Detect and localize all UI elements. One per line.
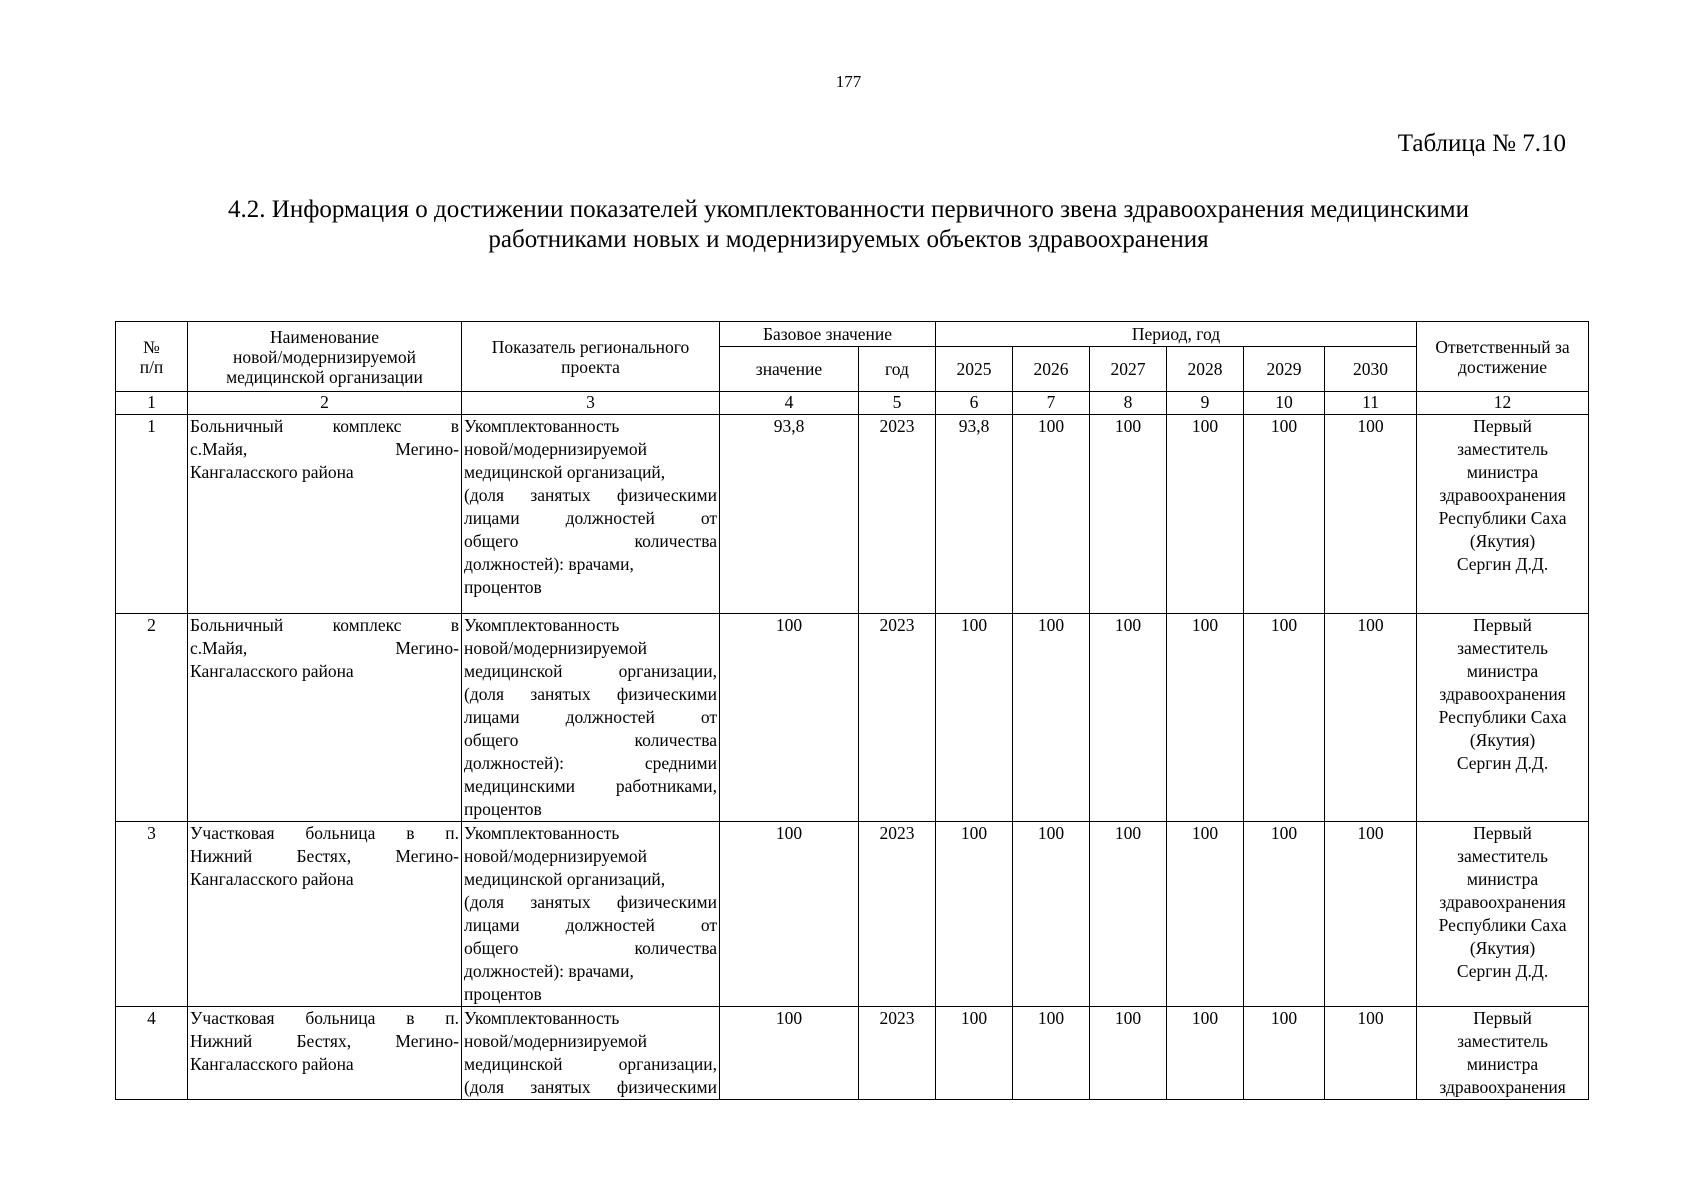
header-num: № п/п bbox=[116, 322, 188, 392]
column-number: 12 bbox=[1417, 392, 1589, 415]
base-value: 100 bbox=[720, 822, 859, 1007]
title-line-1: 4.2. Информация о достижении показателей укомплектованности первичного звена здравоохранения медицинскими bbox=[228, 196, 1469, 223]
period-value: 100 bbox=[936, 822, 1013, 1007]
header-indicator: Показатель регионального проекта bbox=[462, 322, 720, 392]
header-responsible: Ответственный за достижение bbox=[1417, 322, 1589, 392]
indicator-text: Укомплектованность новой/модернизируемой медицинской организации, (доля занятых физическими лицами должностей от общего количества должностей): средними медицинскими работниками, процентов bbox=[462, 614, 720, 822]
period-value: 100 bbox=[1013, 822, 1090, 1007]
period-value: 100 bbox=[1244, 822, 1325, 1007]
header-year: 2026 bbox=[1013, 347, 1090, 392]
header-row-1 bbox=[116, 322, 1589, 347]
period-value: 100 bbox=[1244, 1007, 1325, 1100]
period-value: 100 bbox=[1167, 614, 1244, 822]
base-year: 2023 bbox=[859, 614, 936, 822]
organization-name: Участковая больница в п. Нижний Бестях, Мегино- Кангаласского района bbox=[188, 822, 462, 1007]
responsible-person: Первый заместитель министра здравоохранения Республики Саха (Якутия) Сергин Д.Д. bbox=[1417, 614, 1589, 822]
header-base-value: Базовое значение bbox=[720, 322, 936, 347]
period-value: 100 bbox=[1325, 1007, 1417, 1100]
column-number: 9 bbox=[1167, 392, 1244, 415]
table-row bbox=[116, 614, 1589, 822]
table-label: Таблица № 7.10 bbox=[1397, 130, 1566, 157]
column-number: 2 bbox=[188, 392, 462, 415]
period-value: 93,8 bbox=[936, 415, 1013, 614]
period-value: 100 bbox=[1013, 614, 1090, 822]
period-value: 100 bbox=[1090, 614, 1167, 822]
period-value: 100 bbox=[1090, 822, 1167, 1007]
base-year: 2023 bbox=[859, 822, 936, 1007]
header-base-value-value: значение bbox=[720, 347, 859, 392]
header-year: 2030 bbox=[1325, 347, 1417, 392]
column-number: 6 bbox=[936, 392, 1013, 415]
responsible-person: Первый заместитель министра здравоохранения Республики Саха (Якутия) Сергин Д.Д. bbox=[1417, 822, 1589, 1007]
column-number: 4 bbox=[720, 392, 859, 415]
row-number: 3 bbox=[116, 822, 188, 1007]
organization-name: Участковая больница в п. Нижний Бестях, Мегино- Кангаласского района bbox=[188, 1007, 462, 1100]
row-number: 4 bbox=[116, 1007, 188, 1100]
indicator-text: Укомплектованность новой/модернизируемой медицинской организации, (доля занятых физическими bbox=[462, 1007, 720, 1100]
period-value: 100 bbox=[1013, 415, 1090, 614]
base-year: 2023 bbox=[859, 1007, 936, 1100]
row-number: 1 bbox=[116, 415, 188, 614]
period-value: 100 bbox=[1244, 415, 1325, 614]
period-value: 100 bbox=[1090, 415, 1167, 614]
column-numbers-row bbox=[116, 392, 1589, 415]
responsible-person: Первый заместитель министра здравоохранения bbox=[1417, 1007, 1589, 1100]
period-value: 100 bbox=[1090, 1007, 1167, 1100]
base-value: 100 bbox=[720, 614, 859, 822]
period-value: 100 bbox=[1167, 822, 1244, 1007]
organization-name: Больничный комплекс в с.Майя, Мегино- Кангаласского района bbox=[188, 614, 462, 822]
period-value: 100 bbox=[936, 1007, 1013, 1100]
column-number: 5 bbox=[859, 392, 936, 415]
column-number: 3 bbox=[462, 392, 720, 415]
base-value: 93,8 bbox=[720, 415, 859, 614]
header-period: Период, год bbox=[936, 322, 1417, 347]
indicator-text: Укомплектованность новой/модернизируемой медицинской организаций, (доля занятых физическими лицами должностей от общего количества должностей): врачами, процентов bbox=[462, 822, 720, 1007]
indicator-text: Укомплектованность новой/модернизируемой медицинской организаций, (доля занятых физическими лицами должностей от общего количества должностей): врачами, процентов bbox=[462, 415, 720, 614]
organization-name: Больничный комплекс в с.Майя, Мегино- Кангаласского района bbox=[188, 415, 462, 614]
period-value: 100 bbox=[1244, 614, 1325, 822]
period-value: 100 bbox=[936, 614, 1013, 822]
header-year: 2028 bbox=[1167, 347, 1244, 392]
column-number: 10 bbox=[1244, 392, 1325, 415]
column-number: 7 bbox=[1013, 392, 1090, 415]
period-value: 100 bbox=[1013, 1007, 1090, 1100]
period-value: 100 bbox=[1325, 415, 1417, 614]
indicators-table bbox=[115, 321, 1589, 1100]
column-number: 8 bbox=[1090, 392, 1167, 415]
header-year: 2027 bbox=[1090, 347, 1167, 392]
column-number: 1 bbox=[116, 392, 188, 415]
document-title bbox=[120, 195, 1577, 255]
title-line-2: работниками новых и модернизируемых объектов здравоохранения bbox=[488, 226, 1209, 253]
header-organization: Наименование новой/модернизируемой медицинской организации bbox=[188, 322, 462, 392]
page-number: 177 bbox=[835, 72, 862, 91]
column-number: 11 bbox=[1325, 392, 1417, 415]
base-year: 2023 bbox=[859, 415, 936, 614]
responsible-person: Первый заместитель министра здравоохранения Республики Саха (Якутия) Сергин Д.Д. bbox=[1417, 415, 1589, 614]
table-row bbox=[116, 415, 1589, 614]
period-value: 100 bbox=[1325, 822, 1417, 1007]
header-year: 2029 bbox=[1244, 347, 1325, 392]
period-value: 100 bbox=[1325, 614, 1417, 822]
period-value: 100 bbox=[1167, 415, 1244, 614]
table-row bbox=[116, 1007, 1589, 1100]
header-year: 2025 bbox=[936, 347, 1013, 392]
header-base-value-year: год bbox=[859, 347, 936, 392]
period-value: 100 bbox=[1167, 1007, 1244, 1100]
row-number: 2 bbox=[116, 614, 188, 822]
base-value: 100 bbox=[720, 1007, 859, 1100]
table-row bbox=[116, 822, 1589, 1007]
